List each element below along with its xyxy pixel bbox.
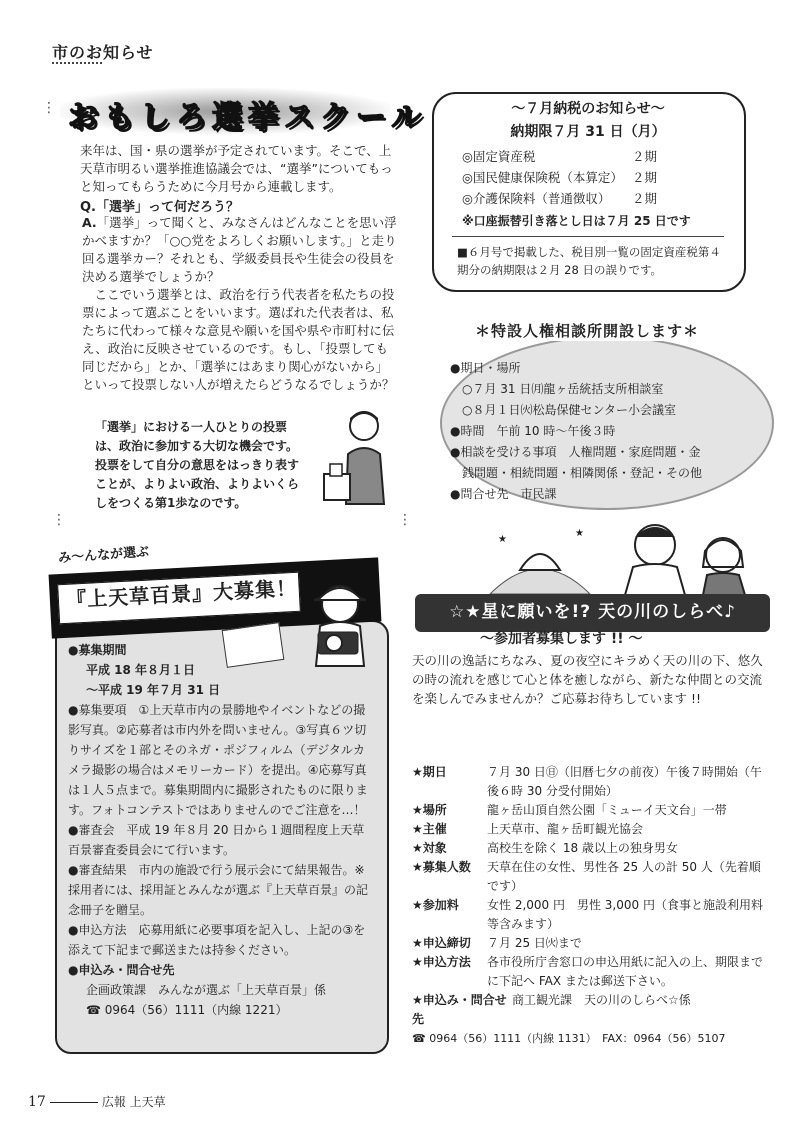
photo-line: ☎ 0964（56）1111（内線 1221） bbox=[86, 1003, 288, 1017]
tanabata-title: ☆★星に願いを!? 天の川のしらべ♪ bbox=[449, 602, 736, 622]
detail-row bbox=[412, 820, 772, 839]
photo-line: ～平成 19 年７月 31 日 bbox=[86, 683, 221, 697]
hr-line: ●相談を受ける事項 人権問題・家庭問題・金 bbox=[450, 445, 701, 459]
school-answer bbox=[82, 214, 397, 394]
tax-item bbox=[462, 188, 657, 209]
svg-text:★: ★ bbox=[575, 528, 584, 539]
tax-item-name: ◎国民健康保険税（本算定） bbox=[462, 170, 623, 185]
hr-line: ●時間 午前 10 時～午後３時 bbox=[450, 424, 616, 438]
tax-deadline: 納期限７月 31 日（月） bbox=[510, 124, 666, 140]
tax-debit-note: ※口座振替引き落とし日は７月 25 日です bbox=[462, 214, 691, 228]
voter-illustration bbox=[318, 406, 396, 506]
answer-label: A. bbox=[82, 215, 97, 230]
tax-item-term: ２期 bbox=[632, 149, 658, 164]
human-rights-title: ＊特設人権相談所開設します＊ bbox=[452, 320, 722, 341]
tax-divider bbox=[452, 236, 724, 237]
dots-decoration: ⋮ bbox=[42, 100, 58, 116]
detail-value: ７月 25 日㈫まで bbox=[487, 936, 582, 950]
detail-key: ★申込締切 bbox=[412, 936, 471, 950]
detail-value: 商工観光課 天の川のしらべ☆係 bbox=[512, 993, 691, 1007]
answer-text-1: 「選挙」って聞くと、みなさんはどんなことを思い浮かべますか？「○○党をよろしくお願いします。」と走り回る選挙カー？それとも、学級委員長や生徒会の役員を決める選挙でしょうか？ bbox=[82, 215, 397, 284]
tax-item bbox=[462, 167, 657, 188]
school-intro: 来年は、国・県の選挙が予定されています。そこで、上天草市明るい選挙推進協議会では、“選挙”についてもっと知ってもらうために今月号から連載します。 bbox=[80, 143, 393, 194]
detail-key: ★対象 bbox=[412, 841, 447, 855]
detail-row bbox=[412, 953, 772, 991]
detail-row bbox=[412, 896, 772, 934]
hr-line: 銭問題・相続問題・相隣関係・登記・その他 bbox=[450, 466, 703, 480]
detail-key: ★主催 bbox=[412, 822, 447, 836]
school-question: Q.「選挙」って何だろう？ bbox=[80, 200, 239, 215]
section-label: 市のお知らせ bbox=[52, 43, 154, 62]
detail-row bbox=[412, 801, 772, 820]
answer-paragraph-2: ここでいう選挙とは、政治を行う代表者を私たちの投票によって選ぶことをいいます。選ばれた代表者は、私たちに代わって様々な意見や願いを国や県や市町村に伝え、政治に反映させているのです。もし、「投票しても同じだから」とか、「選挙にはあまり関心がないから」といって投票しない人が増えたらどうなるでしょうか？ bbox=[82, 287, 395, 392]
school-emphasis: 「選挙」における一人ひとりの投票は、政治に参加する大切な機会です。投票をして自分の意思をはっきり表すことが、よりよい政治、よりよいくらしをつくる第1歩なのです。 bbox=[95, 420, 300, 510]
tax-item-term: ２期 bbox=[632, 170, 658, 185]
detail-value: 各市役所庁舎窓口の申込用紙に記入の上、期限までに下記へ FAX または郵送下さい。 bbox=[487, 955, 764, 988]
answer-paragraph-1 bbox=[82, 214, 397, 286]
tax-item-name: ◎固定資産税 bbox=[462, 149, 536, 164]
photo-line: ●募集期間 bbox=[68, 643, 127, 657]
tax-correction: ■６月号で掲載した、税目別一覧の固定資産税第４期分の納期限は２月 28 日の誤りです。 bbox=[457, 245, 721, 277]
tax-item-name: ◎介護保険料（普通徴収） bbox=[462, 191, 611, 206]
tanabata-details bbox=[412, 763, 772, 1048]
photo-line: ●申込方法 応募用紙に必要事項を記入し、上記の③を添えて下記まで郵送または持参ください。 bbox=[68, 923, 366, 957]
footer-rule bbox=[50, 1102, 98, 1103]
detail-row bbox=[412, 839, 772, 858]
detail-key: ★申込み・問合せ先 bbox=[412, 993, 507, 1026]
detail-row bbox=[412, 763, 772, 801]
detail-row bbox=[412, 934, 772, 953]
photo-line: ●申込み・問合せ先 bbox=[68, 963, 175, 977]
photo-tagline: み～んなが選ぶ bbox=[57, 544, 150, 567]
photo-line: ●審査会 平成 19 年８月 20 日から１週間程度上天草百景審査委員会にて行います。 bbox=[68, 823, 365, 857]
hr-line: ●問合せ先 市民課 bbox=[450, 487, 557, 501]
photo-title: 『上天草百景』大募集！ bbox=[65, 575, 298, 613]
tax-title: ～７月納税のお知らせ～ bbox=[511, 101, 665, 117]
detail-key: ★期日 bbox=[412, 765, 447, 779]
dots-decoration: ⋮ bbox=[52, 512, 68, 528]
school-title: おもしろ選挙スクール bbox=[68, 100, 428, 135]
detail-value: 天草在住の女性、男性各 25 人の計 50 人（先着順です） bbox=[487, 860, 761, 893]
human-rights-details bbox=[450, 358, 740, 505]
page-footer bbox=[28, 1093, 166, 1110]
tax-items bbox=[462, 146, 657, 209]
hr-line: ●期日・場所 bbox=[450, 361, 521, 375]
couple-illustration bbox=[605, 515, 770, 595]
photo-line: 企画政策課 みんなが選ぶ「上天草百景」係 bbox=[86, 983, 327, 997]
detail-key: ★募集人数 bbox=[412, 860, 471, 874]
tanabata-subtitle: ～参加者募集します !! ～ bbox=[480, 631, 643, 647]
detail-value: 龍ヶ岳山頂自然公園「ミューイ天文台」一帯 bbox=[487, 803, 727, 817]
detail-value: ７月 30 日㊐（旧暦七夕の前夜）午後７時開始（午後６時 30 分受付開始） bbox=[487, 765, 762, 798]
detail-value: 上天草市、龍ヶ岳町観光協会 bbox=[487, 822, 644, 836]
detail-key: ★申込方法 bbox=[412, 955, 471, 969]
detail-value: 女性 2,000 円 男性 3,000 円（食事と施設利用料等含みます） bbox=[487, 898, 763, 931]
detail-row bbox=[412, 858, 772, 896]
photo-line: 平成 18 年８月１日 bbox=[86, 663, 196, 677]
tanabata-contact: ☎ 0964（56）1111（内線 1131） FAX：0964（56）5107 bbox=[412, 1032, 726, 1045]
tanabata-intro: 天の川の逸話にちなみ、夏の夜空にキラめく天の川の下、悠久の時の流れを感じて心と体を癒しながら、新たな仲間との交流を楽しんでみませんか？ご応募お待ちしています !! bbox=[412, 653, 763, 706]
detail-value: 高校生を除く 18 歳以上の独身男女 bbox=[487, 841, 678, 855]
detail-key: ★参加料 bbox=[412, 898, 459, 912]
photo-contest-details bbox=[68, 640, 373, 1020]
page-number: 17 bbox=[28, 1094, 46, 1110]
detail-key: ★場所 bbox=[412, 803, 447, 817]
detail-row bbox=[412, 991, 772, 1029]
observatory-illustration bbox=[480, 524, 600, 594]
photo-line: ●審査結果 市内の施設で行う展示会にて結果報告。※採用者には、採用証とみんなが選ぶ『上天草百景』の記念冊子を贈呈。 bbox=[68, 863, 369, 917]
section-divider bbox=[52, 62, 102, 64]
dots-decoration: ⋮ bbox=[398, 512, 414, 528]
hr-line: ○７月 31 日㈪龍ヶ岳統括支所相談室 bbox=[450, 382, 664, 396]
hr-line: ○８月１日㈫松島保健センター小会議室 bbox=[450, 403, 676, 417]
svg-text:★: ★ bbox=[498, 534, 507, 545]
publication-name: 広報 上天草 bbox=[101, 1095, 166, 1109]
tax-item-term: ２期 bbox=[632, 191, 658, 206]
tax-item bbox=[462, 146, 657, 167]
photo-line: ●募集要項 ①上天草市内の景勝地やイベントなどの撮影写真。②応募者は市内外を問いません。③写真６ツ切りサイズを１部とそのネガ・ポジフィルム（デジタルカメラ撮影の場合はメモリーカード）を提出。④応募写真は１人５点まで。募集期間内に撮影されたものに限ります。フォトコンテストではありませんのでご注意を…！ bbox=[68, 703, 368, 817]
